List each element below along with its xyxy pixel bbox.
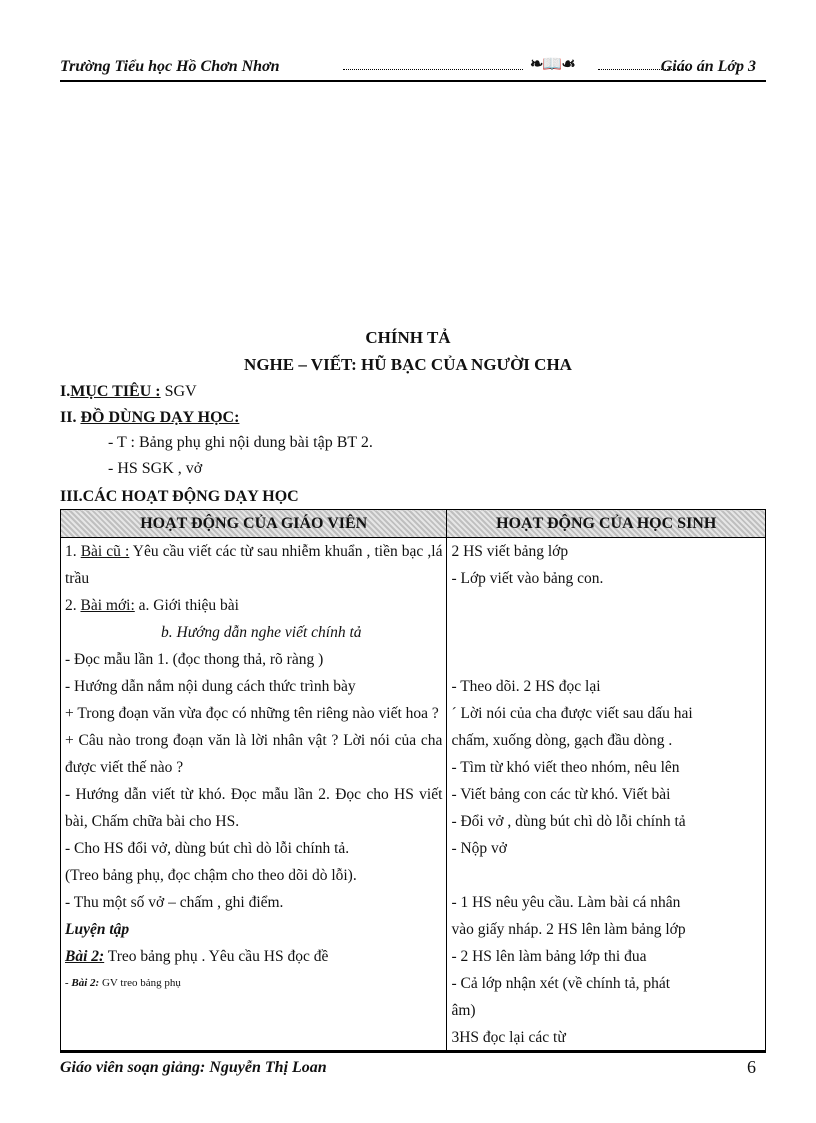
student-line: 2 HS viết bảng lớp	[451, 543, 569, 560]
teacher-step	[65, 943, 442, 970]
page-header	[60, 58, 766, 82]
student-line: - 2 HS lên làm bảng lớp thi đua	[451, 948, 647, 965]
student-line	[451, 646, 761, 673]
teacher-step: + Trong đoạn văn vừa đọc có những tên riêng nào viết hoa ?	[65, 705, 439, 722]
student-line: - Đổi vở , dùng bút chì dò lỗi chính tả	[451, 813, 686, 830]
student-column-header: HOẠT ĐỘNG CỦA HỌC SINH	[447, 510, 766, 538]
lesson-plan-label: Giáo án Lớp 3	[660, 58, 756, 75]
student-line	[451, 862, 761, 889]
student-line: - Theo dõi. 2 HS đọc lại	[451, 678, 601, 695]
student-line: - Cả lớp nhận xét (về chính tả, phát	[451, 975, 671, 992]
teacher-step: - Hướng dẫn nắm nội dung cách thức trình bày	[65, 678, 356, 695]
header-dotted-line	[343, 69, 523, 70]
exercise-label: Bài 2:	[65, 948, 105, 965]
step-text: Yêu cầu viết các từ sau nhiễm khuẩn , tiền bạc ,lá trầu	[65, 543, 443, 587]
student-line: vào giấy nháp. 2 HS lên làm bảng lớp	[451, 921, 686, 938]
student-line: - Tìm từ khó viết theo nhóm, nêu lên	[451, 759, 680, 776]
table-row	[61, 538, 766, 1052]
activities-table	[60, 509, 766, 1052]
section-label: MỤC TIÊU :	[70, 383, 161, 400]
student-line: - Viết bảng con các từ khó. Viết bài	[451, 786, 671, 803]
lesson-title: NGHE – VIẾT: HŨ BẠC CỦA NGƯỜI CHA	[244, 355, 572, 374]
step-text: a. Giới thiệu bài	[134, 597, 239, 614]
teacher-column-header: HOẠT ĐỘNG CỦA GIÁO VIÊN	[61, 510, 447, 538]
table-header-row	[61, 510, 766, 538]
student-line	[451, 592, 761, 619]
page-number: 6	[747, 1057, 756, 1077]
teacher-step: + Câu nào trong đoạn văn là lời nhân vật ? Lời nói của cha được viết thế nào ?	[65, 732, 443, 776]
section-number: II.	[60, 409, 77, 426]
teacher-step: - Đọc mẫu lần 1. (đọc thong thả, rõ ràng )	[65, 651, 324, 668]
student-line: chấm, xuống dòng, gạch đầu dòng .	[451, 732, 673, 749]
step-label: Bài cũ :	[80, 543, 130, 560]
student-line	[451, 619, 761, 646]
student-line: 3HS đọc lại các từ	[451, 1029, 566, 1046]
teacher-step	[65, 592, 442, 619]
step-number: 1.	[65, 543, 81, 560]
step-text: GV treo bảng phụ	[99, 977, 181, 989]
student-line: - Lớp viết vào bảng con.	[451, 570, 604, 587]
teacher-step	[65, 970, 442, 997]
teacher-step: - Hướng dẫn viết từ khó. Đọc mẫu lần 2. Đọc cho HS viết bài, Chấm chữa bài cho HS.	[65, 786, 443, 830]
teacher-name: Giáo viên soạn giảng: Nguyễn Thị Loan	[60, 1059, 327, 1076]
teacher-step: - Thu một số vở – chấm , ghi điểm.	[65, 894, 284, 911]
section-materials	[60, 409, 239, 427]
teacher-activities-cell	[61, 538, 447, 1052]
school-name: Trường Tiểu học Hồ Chơn Nhơn	[60, 58, 280, 75]
student-line: - 1 HS nêu yêu cầu. Làm bài cá nhân	[451, 894, 681, 911]
teacher-step: (Treo bảng phụ, đọc chậm cho theo dõi dò lỗi).	[65, 867, 357, 884]
subject-title: CHÍNH TẢ	[365, 328, 451, 347]
section-number: I.	[60, 383, 71, 400]
materials-item: - HS SGK , vở	[108, 460, 203, 477]
teacher-step	[65, 538, 442, 592]
materials-item: - T : Bảng phụ ghi nội dung bài tập BT 2.	[108, 434, 373, 451]
teacher-step: - Cho HS đổi vở, dùng bút chì dò lỗi chính tả.	[65, 840, 350, 857]
section-label: ĐỒ DÙNG DẠY HỌC:	[80, 409, 240, 426]
teacher-step: b. Hướng dẫn nghe viết chính tả	[161, 624, 362, 641]
student-line: ´ Lời nói của cha được viết sau dấu hai	[451, 705, 693, 722]
student-line: âm)	[451, 1002, 476, 1019]
step-label: Bài mới:	[80, 597, 135, 614]
page-footer	[60, 1050, 766, 1077]
book-ornament-icon: ❧📖☙	[530, 56, 575, 73]
step-text: Treo bảng phụ . Yêu cầu HS đọc đề	[104, 948, 329, 965]
exercise-label: - Bài 2:	[65, 977, 100, 989]
student-line: - Nộp vở	[451, 840, 507, 857]
section-activities	[60, 488, 299, 506]
section-objectives	[60, 383, 197, 401]
section-heading: III.CÁC HOẠT ĐỘNG DẠY HỌC	[60, 488, 299, 505]
practice-heading: Luyện tập	[65, 921, 130, 938]
section-value: SGV	[160, 383, 197, 400]
student-activities-cell	[447, 538, 766, 1052]
step-number: 2.	[65, 597, 81, 614]
